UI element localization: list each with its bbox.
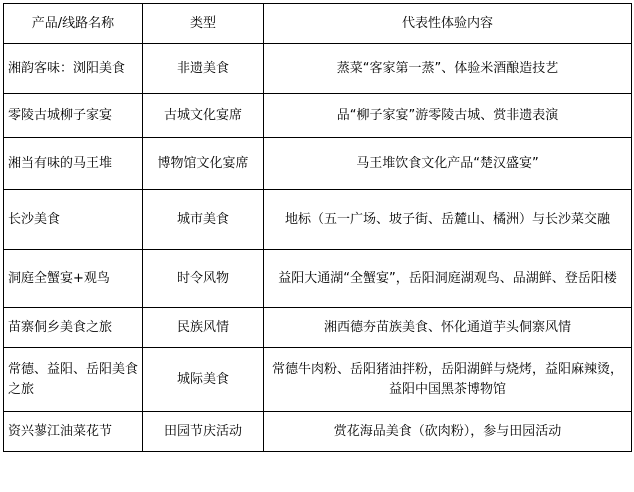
table-row	[4, 94, 632, 138]
row-type: 古城文化宴席	[143, 94, 264, 138]
header-name: 产品/线路名称	[4, 4, 143, 44]
row-name: 资兴蓼江油菜花节	[4, 412, 143, 452]
row-experience: 常德牛肉粉、岳阳猪油拌粉，岳阳湖鲜与烧烤，益阳麻辣烫，益阳中国黑茶博物馆	[264, 348, 632, 412]
row-type: 博物馆文化宴席	[143, 138, 264, 190]
row-type: 民族风情	[143, 308, 264, 348]
row-experience: 赏花海品美食（砍肉粉），参与田园活动	[264, 412, 632, 452]
row-experience: 马王堆饮食文化产品“楚汉盛宴”	[264, 138, 632, 190]
food-tourism-table	[3, 3, 632, 452]
row-name: 长沙美食	[4, 190, 143, 250]
row-experience: 蒸菜“客家第一蒸”、体验米酒酿造技艺	[264, 44, 632, 94]
row-type: 城际美食	[143, 348, 264, 412]
row-name: 零陵古城柳子家宴	[4, 94, 143, 138]
table-row	[4, 138, 632, 190]
header-type: 类型	[143, 4, 264, 44]
header-experience: 代表性体验内容	[264, 4, 632, 44]
row-experience: 地标（五一广场、坡子街、岳麓山、橘洲）与长沙菜交融	[264, 190, 632, 250]
row-name: 苗寨侗乡美食之旅	[4, 308, 143, 348]
row-experience: 品“柳子家宴”游零陵古城、赏非遗表演	[264, 94, 632, 138]
row-name: 洞庭全蟹宴+观鸟	[4, 250, 143, 308]
row-experience: 湘西德夯苗族美食、怀化通道芋头侗寨风情	[264, 308, 632, 348]
table-row	[4, 412, 632, 452]
row-name: 湘当有味的马王堆	[4, 138, 143, 190]
row-name: 常德、益阳、岳阳美食之旅	[4, 348, 143, 412]
table-row	[4, 250, 632, 308]
row-type: 田园节庆活动	[143, 412, 264, 452]
table-row	[4, 190, 632, 250]
row-type: 非遗美食	[143, 44, 264, 94]
row-type: 时令风物	[143, 250, 264, 308]
row-experience: 益阳大通湖“全蟹宴”，岳阳洞庭湖观鸟、品湖鲜、登岳阳楼	[264, 250, 632, 308]
table-row	[4, 308, 632, 348]
row-type: 城市美食	[143, 190, 264, 250]
table-row	[4, 348, 632, 412]
row-name: 湘韵客味：浏阳美食	[4, 44, 143, 94]
table-row	[4, 44, 632, 94]
header-row	[4, 4, 632, 44]
